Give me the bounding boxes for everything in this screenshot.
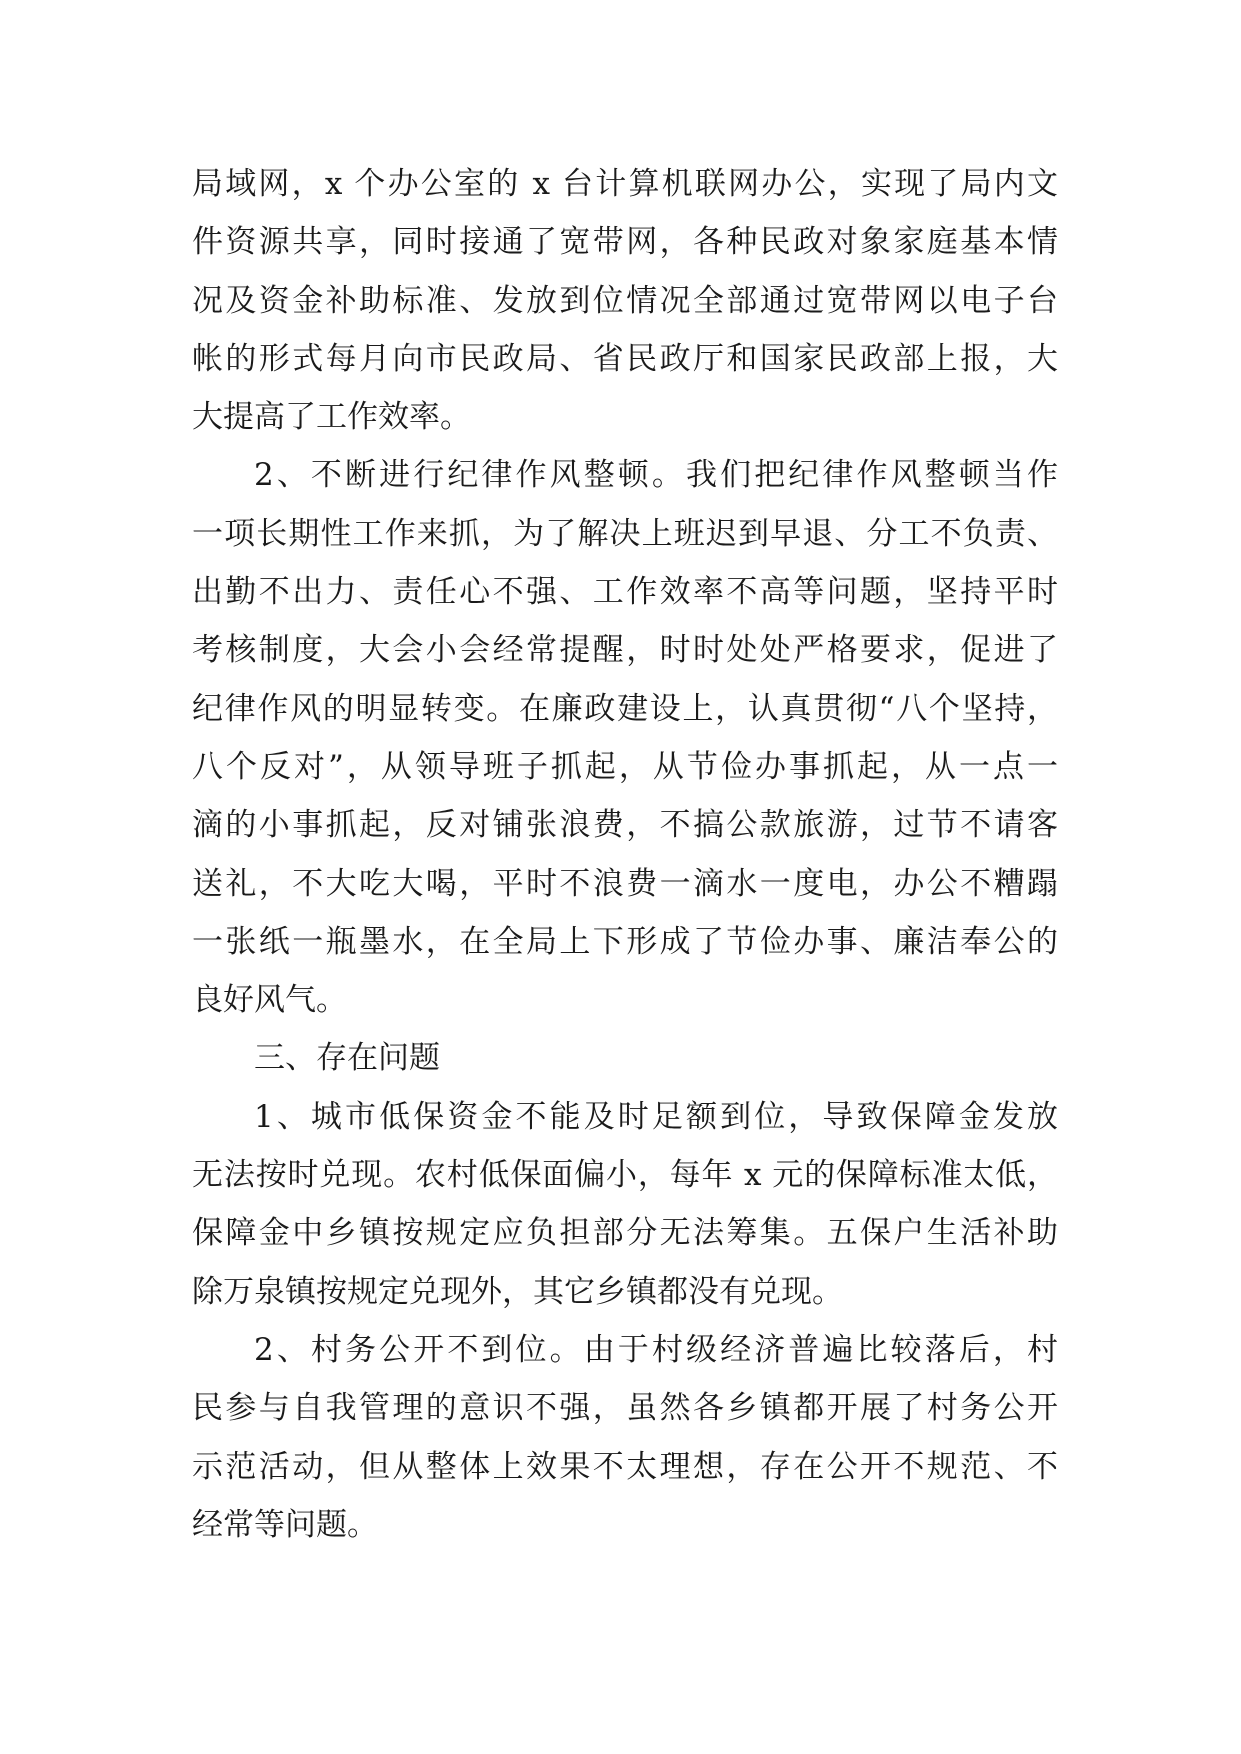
- text-line: 滴的小事抓起，反对铺张浪费，不搞公款旅游，过节不请客: [192, 807, 1058, 844]
- text-line: 件资源共享，同时接通了宽带网，各种民政对象家庭基本情: [192, 224, 1058, 261]
- section-heading-problems: [192, 1029, 1058, 1087]
- text-line: 2、村务公开不到位。由于村级经济普遍比较落后，村: [254, 1331, 1058, 1368]
- text-line: 1、城市低保资金不能及时足额到位，导致保障金发放: [254, 1098, 1058, 1135]
- section-heading: 三、存在问题: [254, 1040, 440, 1077]
- text-line: 民参与自我管理的意识不强，虽然各乡镇都开展了村务公开: [192, 1390, 1058, 1427]
- text-line: 无法按时兑现。农村低保面偏小，每年 x 元的保障标准太低，: [192, 1157, 1058, 1194]
- paragraph-network: [192, 155, 1058, 446]
- text-line: 八个反对”，从领导班子抓起，从节俭办事抓起，从一点一: [192, 748, 1058, 785]
- text-line: 经常等问题。: [192, 1506, 378, 1543]
- text-line: 良好风气。: [192, 982, 347, 1019]
- paragraph-discipline: [192, 446, 1058, 1029]
- text-line: 帐的形式每月向市民政局、省民政厅和国家民政部上报，大: [192, 340, 1058, 377]
- paragraph-subsistence-funds: [192, 1088, 1058, 1321]
- text-line: 示范活动，但从整体上效果不太理想，存在公开不规范、不: [192, 1448, 1058, 1485]
- text-line: 大提高了工作效率。: [192, 399, 471, 436]
- text-line: 局域网，x 个办公室的 x 台计算机联网办公，实现了局内文: [192, 166, 1058, 202]
- text-line: 出勤不出力、责任心不强、工作效率不高等问题，坚持平时: [192, 574, 1058, 611]
- text-line: 一项长期性工作来抓，为了解决上班迟到早退、分工不负责、: [192, 515, 1058, 552]
- text-line: 保障金中乡镇按规定应负担部分无法筹集。五保户生活补助: [192, 1215, 1058, 1252]
- text-line: 送礼，不大吃大喝，平时不浪费一滴水一度电，办公不糟蹋: [192, 865, 1058, 902]
- text-line: 除万泉镇按规定兑现外，其它乡镇都没有兑现。: [192, 1273, 843, 1310]
- paragraph-village-affairs: [192, 1321, 1058, 1554]
- text-line: 考核制度，大会小会经常提醒，时时处处严格要求，促进了: [192, 632, 1058, 669]
- document-page: [192, 155, 1058, 1554]
- text-line: 况及资金补助标准、发放到位情况全部通过宽带网以电子台: [192, 282, 1058, 319]
- text-line: 纪律作风的明显转变。在廉政建设上，认真贯彻“八个坚持，: [192, 690, 1058, 727]
- text-line: 2、不断进行纪律作风整顿。我们把纪律作风整顿当作: [254, 457, 1058, 494]
- text-line: 一张纸一瓶墨水，在全局上下形成了节俭办事、廉洁奉公的: [192, 923, 1058, 960]
